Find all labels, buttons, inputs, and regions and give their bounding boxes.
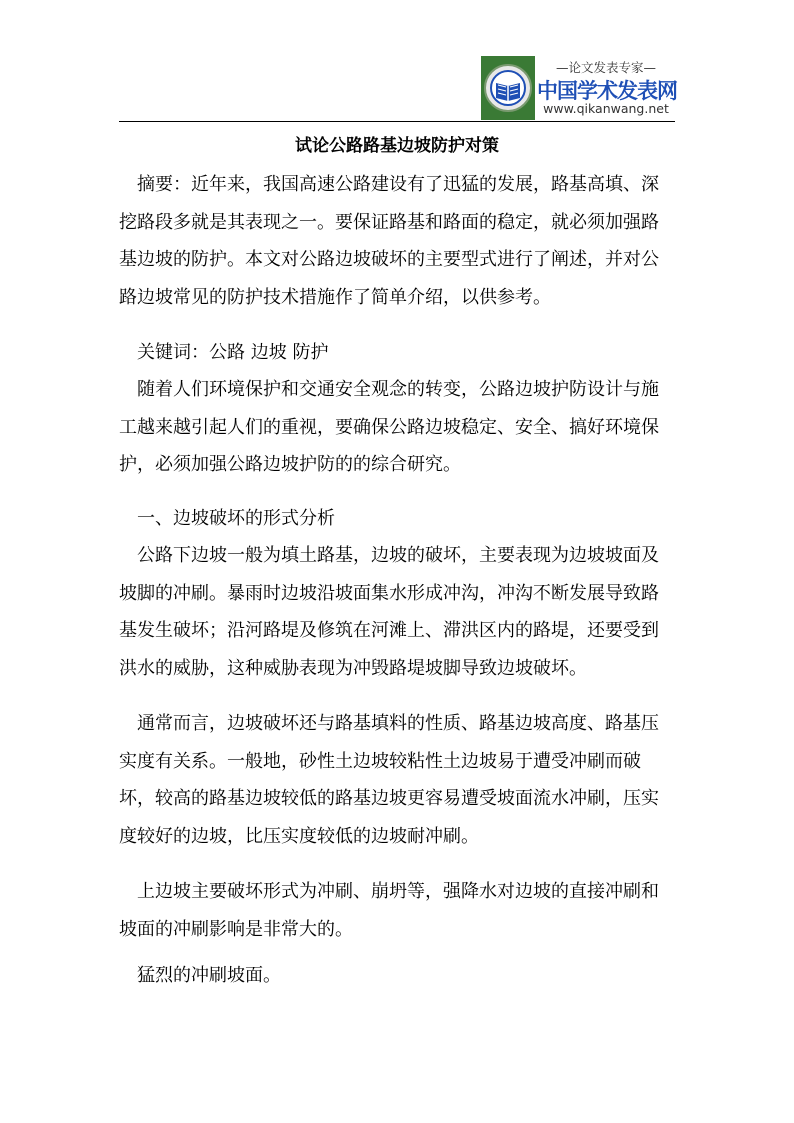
body-paragraph-4: 猛烈的冲刷坡面。 [137,965,281,986]
body-paragraph-2: 通常而言，边坡破坏还与路基填料的性质、路基边坡高度、路基压实度有关系。一般地，砂性土边坡较粘性土边坡易于遭受冲刷而破坏，较高的路基边坡较低的路基边坡更容易遭受坡面流水冲刷，压实度较好的边坡，比压实度较低的边坡耐冲刷。 [119,713,659,847]
document-title: 试论公路路基边坡防护对策 [295,136,499,156]
body-paragraph-3: 上边坡主要破坏形式为冲刷、崩坍等，强降水对边坡的直接冲刷和坡面的冲刷影响是非常大的。 [119,881,659,940]
abstract-paragraph: 摘要：近年来，我国高速公路建设有了迅猛的发展，路基高填、深挖路段多就是其表现之一。要保证路基和路面的稳定，就必须加强路基边坡的防护。本文对公路边坡破坏的主要型式进行了阐述，并对公路边坡常见的防护技术措施作了简单介绍，以供参考。 [119,174,659,308]
keywords-line: 关键词：公路 边坡 防护 [137,342,329,363]
body-paragraph-1: 公路下边坡一般为填土路基，边坡的破坏，主要表现为边坡坡面及坡脚的冲刷。暴雨时边坡沿坡面集水形成冲沟，冲沟不断发展导致路基发生破坏；沿河路堤及修筑在河滩上、滞洪区内的路堤，还要受到洪水的威胁，这种威胁表现为冲毁路堤坡脚导致边坡破坏。 [119,545,659,679]
logo-tagline: —论文发表专家— [555,60,656,75]
logo-brand-name: 中国学术发表网 [537,79,677,103]
site-logo [481,56,677,120]
book-emblem-icon [481,56,535,120]
header-divider [119,121,675,122]
logo-url: www.qikanwang.net [543,101,669,116]
section-heading: 一、边坡破坏的形式分析 [137,508,335,529]
intro-paragraph: 随着人们环境保护和交通安全观念的转变，公路边坡护防设计与施工越来越引起人们的重视，要确保公路边坡稳定、安全、搞好环境保护，必须加强公路边坡护防的的综合研究。 [119,379,659,475]
